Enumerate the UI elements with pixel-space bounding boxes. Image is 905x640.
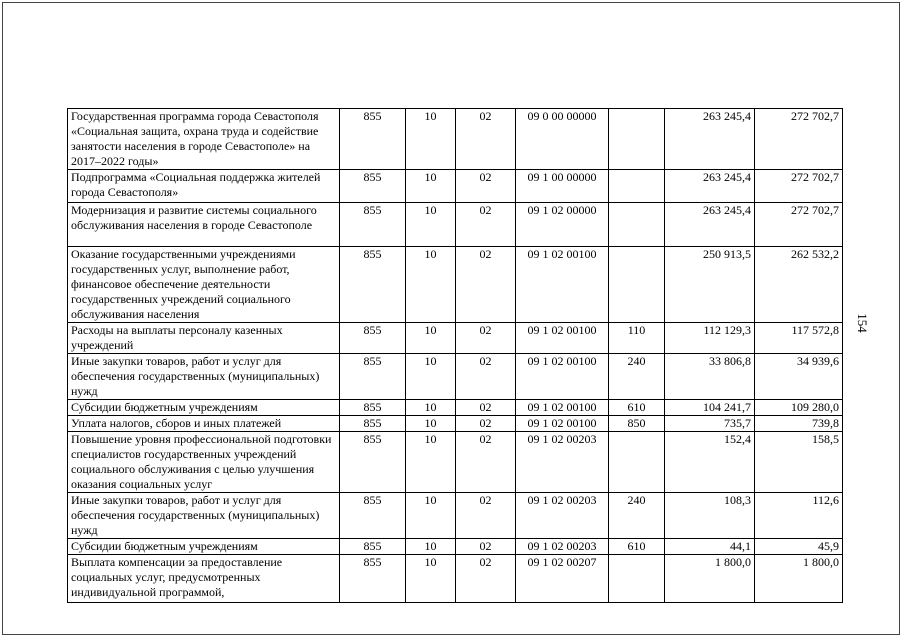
row-name: Подпрограмма «Социальная поддержка жителей города Севастополя» [68,170,340,203]
row-subsection-code: 02 [456,400,516,416]
row-name: Иные закупки товаров, работ и услуг для обеспечения государственных (муниципальных) нужд [68,354,340,400]
row-amount-year-2: 112,6 [755,493,843,539]
row-amount-year-2: 117 572,8 [755,323,843,354]
table-row [68,539,843,555]
row-target-article: 09 0 00 00000 [516,109,609,170]
row-amount-year-2: 272 702,7 [755,170,843,203]
row-target-article: 09 1 02 00100 [516,247,609,323]
row-name: Государственная программа города Севастополя «Социальная защита, охрана труда и содействие занятости населения в городе Севастополе» на 2017–2022 годы» [68,109,340,170]
row-amount-year-1: 152,4 [665,432,755,493]
row-target-article: 09 1 02 00100 [516,416,609,432]
row-section-code: 10 [406,109,456,170]
row-amount-year-2: 739,8 [755,416,843,432]
row-section-code: 10 [406,539,456,555]
table-body [68,109,843,603]
row-expense-type [609,109,665,170]
row-target-article: 09 1 02 00100 [516,400,609,416]
row-name: Выплата компенсации за предоставление социальных услуг, предусмотренных индивидуальной программой, [68,555,340,603]
row-amount-year-2: 109 280,0 [755,400,843,416]
row-ved-code: 855 [340,354,406,400]
row-amount-year-2: 272 702,7 [755,109,843,170]
row-expense-type [609,247,665,323]
row-section-code: 10 [406,416,456,432]
row-subsection-code: 02 [456,247,516,323]
row-amount-year-2: 1 800,0 [755,555,843,603]
row-expense-type: 610 [609,539,665,555]
row-amount-year-2: 158,5 [755,432,843,493]
table-row [68,400,843,416]
row-target-article: 09 1 02 00207 [516,555,609,603]
row-expense-type: 610 [609,400,665,416]
table-row [68,354,843,400]
table-row [68,247,843,323]
row-expense-type: 850 [609,416,665,432]
row-name: Субсидии бюджетным учреждениям [68,539,340,555]
table-row [68,109,843,170]
row-name: Модернизация и развитие системы социального обслуживания населения в городе Севастополе [68,203,340,247]
row-expense-type: 110 [609,323,665,354]
row-amount-year-1: 33 806,8 [665,354,755,400]
row-subsection-code: 02 [456,493,516,539]
row-target-article: 09 1 02 00203 [516,493,609,539]
row-amount-year-1: 1 800,0 [665,555,755,603]
row-name: Повышение уровня профессиональной подготовки специалистов государственных учреждений социального обслуживания с целью улучшения оказания социальных услуг [68,432,340,493]
row-section-code: 10 [406,493,456,539]
row-section-code: 10 [406,247,456,323]
row-expense-type [609,432,665,493]
row-section-code: 10 [406,354,456,400]
budget-table [67,108,843,603]
row-subsection-code: 02 [456,109,516,170]
row-amount-year-1: 104 241,7 [665,400,755,416]
row-subsection-code: 02 [456,203,516,247]
row-section-code: 10 [406,323,456,354]
row-amount-year-1: 44,1 [665,539,755,555]
row-expense-type [609,170,665,203]
row-ved-code: 855 [340,493,406,539]
row-amount-year-2: 262 532,2 [755,247,843,323]
row-ved-code: 855 [340,416,406,432]
row-amount-year-1: 112 129,3 [665,323,755,354]
table-row [68,323,843,354]
table-row [68,203,843,247]
row-amount-year-1: 735,7 [665,416,755,432]
row-section-code: 10 [406,432,456,493]
row-ved-code: 855 [340,432,406,493]
row-subsection-code: 02 [456,555,516,603]
row-subsection-code: 02 [456,354,516,400]
row-ved-code: 855 [340,555,406,603]
table-row [68,416,843,432]
row-amount-year-2: 45,9 [755,539,843,555]
row-amount-year-1: 250 913,5 [665,247,755,323]
row-target-article: 09 1 02 00203 [516,432,609,493]
row-target-article: 09 1 02 00203 [516,539,609,555]
row-section-code: 10 [406,170,456,203]
row-name: Оказание государственными учреждениями государственных услуг, выполнение работ, финансовое обеспечение деятельности государственных учреждений социального обслуживания населения [68,247,340,323]
row-ved-code: 855 [340,323,406,354]
row-ved-code: 855 [340,539,406,555]
row-section-code: 10 [406,555,456,603]
page-number: 154 [855,313,870,333]
row-target-article: 09 1 02 00000 [516,203,609,247]
row-amount-year-1: 263 245,4 [665,170,755,203]
row-amount-year-1: 263 245,4 [665,203,755,247]
row-amount-year-1: 263 245,4 [665,109,755,170]
row-name: Субсидии бюджетным учреждениям [68,400,340,416]
row-subsection-code: 02 [456,432,516,493]
row-expense-type: 240 [609,493,665,539]
row-subsection-code: 02 [456,170,516,203]
table-row [68,493,843,539]
row-name: Расходы на выплаты персоналу казенных учреждений [68,323,340,354]
row-ved-code: 855 [340,247,406,323]
row-expense-type: 240 [609,354,665,400]
row-subsection-code: 02 [456,539,516,555]
row-expense-type [609,203,665,247]
row-amount-year-2: 34 939,6 [755,354,843,400]
row-name: Уплата налогов, сборов и иных платежей [68,416,340,432]
row-target-article: 09 1 02 00100 [516,354,609,400]
row-subsection-code: 02 [456,323,516,354]
row-ved-code: 855 [340,109,406,170]
row-name: Иные закупки товаров, работ и услуг для обеспечения государственных (муниципальных) нужд [68,493,340,539]
table-row [68,170,843,203]
row-amount-year-2: 272 702,7 [755,203,843,247]
row-section-code: 10 [406,203,456,247]
row-subsection-code: 02 [456,416,516,432]
row-amount-year-1: 108,3 [665,493,755,539]
row-section-code: 10 [406,400,456,416]
row-target-article: 09 1 00 00000 [516,170,609,203]
row-target-article: 09 1 02 00100 [516,323,609,354]
row-expense-type [609,555,665,603]
row-ved-code: 855 [340,203,406,247]
table-row [68,432,843,493]
row-ved-code: 855 [340,170,406,203]
table-row [68,555,843,603]
row-ved-code: 855 [340,400,406,416]
